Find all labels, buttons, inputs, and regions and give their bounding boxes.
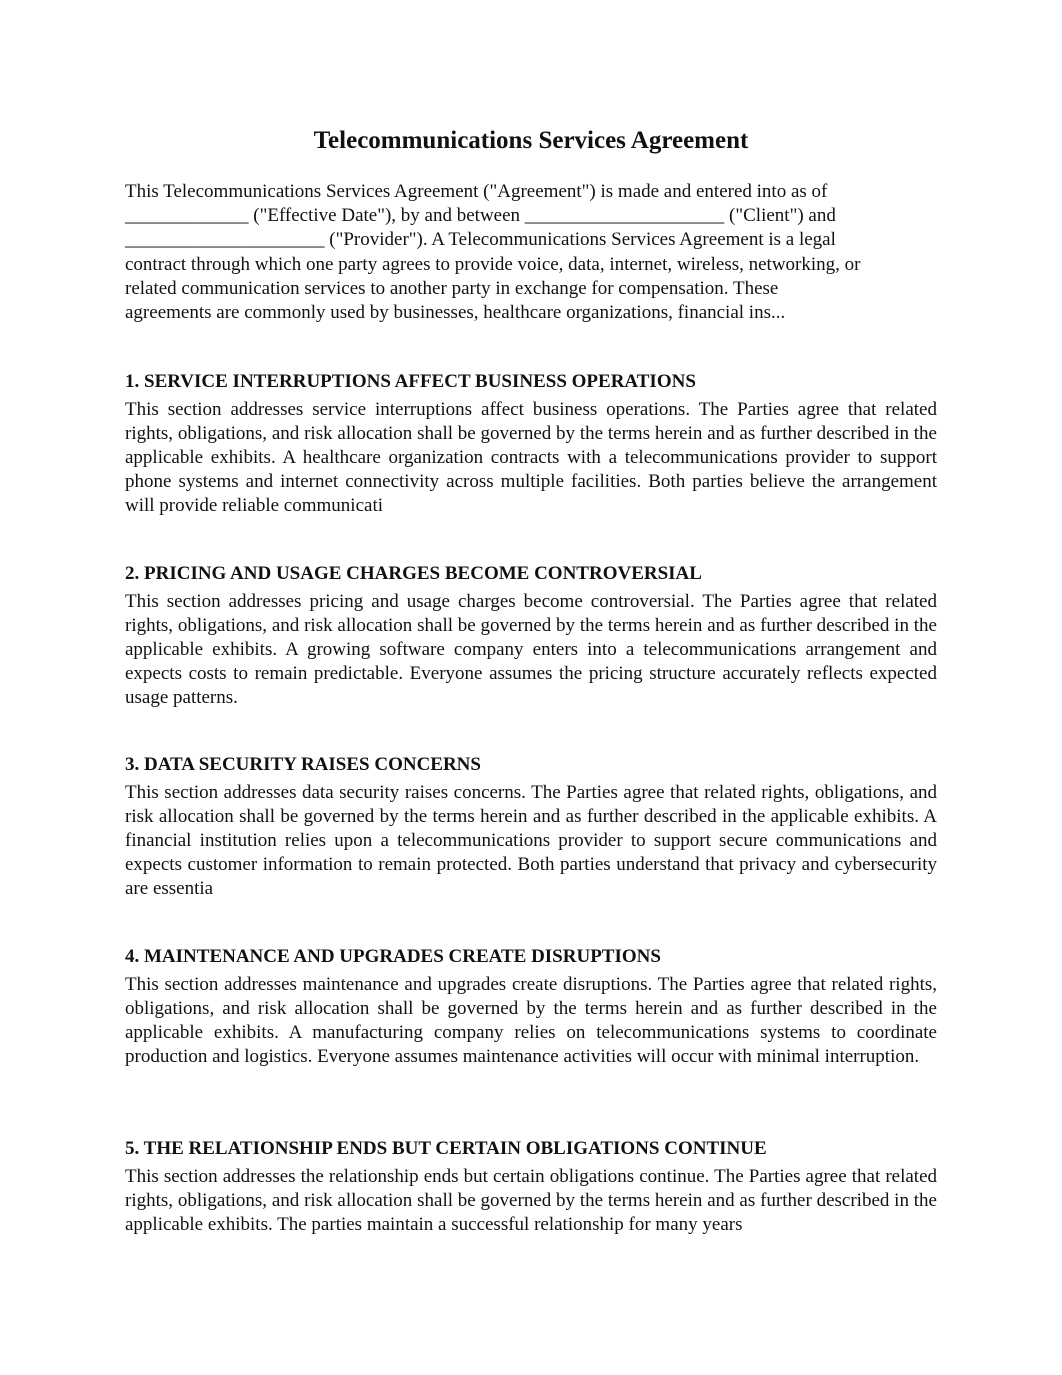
section-2	[125, 562, 937, 710]
document-title: Telecommunications Services Agreement	[313, 127, 749, 154]
section-3	[125, 753, 937, 901]
section-5	[125, 1137, 937, 1237]
intro-line: _____________ ("Effective Date"), by and between _____________________ ("Client") and	[125, 205, 836, 227]
section-1	[125, 370, 937, 518]
section-heading: 4. MAINTENANCE AND UPGRADES CREATE DISRUPTIONS	[125, 946, 661, 967]
intro-paragraph	[125, 180, 940, 325]
section-heading: 1. SERVICE INTERRUPTIONS AFFECT BUSINESS OPERATIONS	[125, 371, 696, 392]
intro-line: contract through which one party agrees to provide voice, data, internet, wireless, networking, or	[125, 253, 861, 275]
section-body: This section addresses the relationship ends but certain obligations continue. The Parties agree that related rights, obligations, and risk allocation shall be governed by the terms herein and as further described in the applicable exhibits. The parties maintain a successful relationship for many years	[125, 1166, 937, 1235]
section-4	[125, 945, 937, 1069]
section-heading: 5. THE RELATIONSHIP ENDS BUT CERTAIN OBLIGATIONS CONTINUE	[125, 1138, 767, 1159]
section-body: This section addresses pricing and usage charges become controversial. The Parties agree that related rights, obligations, and risk allocation shall be governed by the terms herein and as further described in the applicable exhibits. A growing software company enters into a telecommunications arrangement and expects costs to remain predictable. Everyone assumes the pricing structure accurately reflects expected usage patterns.	[125, 591, 937, 708]
section-heading: 2. PRICING AND USAGE CHARGES BECOME CONTROVERSIAL	[125, 563, 702, 584]
intro-line: This Telecommunications Services Agreement ("Agreement") is made and entered into as of	[125, 181, 828, 202]
intro-line: related communication services to another party in exchange for compensation. These	[125, 277, 779, 299]
intro-line: _____________________ ("Provider"). A Telecommunications Services Agreement is a legal	[125, 229, 836, 251]
section-body: This section addresses maintenance and upgrades create disruptions. The Parties agree that related rights, obligations, and risk allocation shall be governed by the terms herein and as further described in the applicable exhibits. A manufacturing company relies on telecommunications systems to coordinate production and logistics. Everyone assumes maintenance activities will occur with minimal interruption.	[125, 974, 937, 1067]
section-body: This section addresses data security raises concerns. The Parties agree that related rights, obligations, and risk allocation shall be governed by the terms herein and as further described in the applicable exhibits. A financial institution relies upon a telecommunications provider to support secure communications and expects customer information to remain protected. Both parties understand that privacy and cybersecurity are essentia	[125, 782, 937, 899]
section-heading: 3. DATA SECURITY RAISES CONCERNS	[125, 754, 481, 775]
intro-line: agreements are commonly used by businesses, healthcare organizations, financial ins...	[125, 302, 786, 324]
section-body: This section addresses service interruptions affect business operations. The Parties agree that related rights, obligations, and risk allocation shall be governed by the terms herein and as further described in the applicable exhibits. A healthcare organization contracts with a telecommunications provider to support phone systems and internet connectivity across multiple facilities. Both parties believe the arrangement will provide reliable communicati	[125, 399, 937, 516]
